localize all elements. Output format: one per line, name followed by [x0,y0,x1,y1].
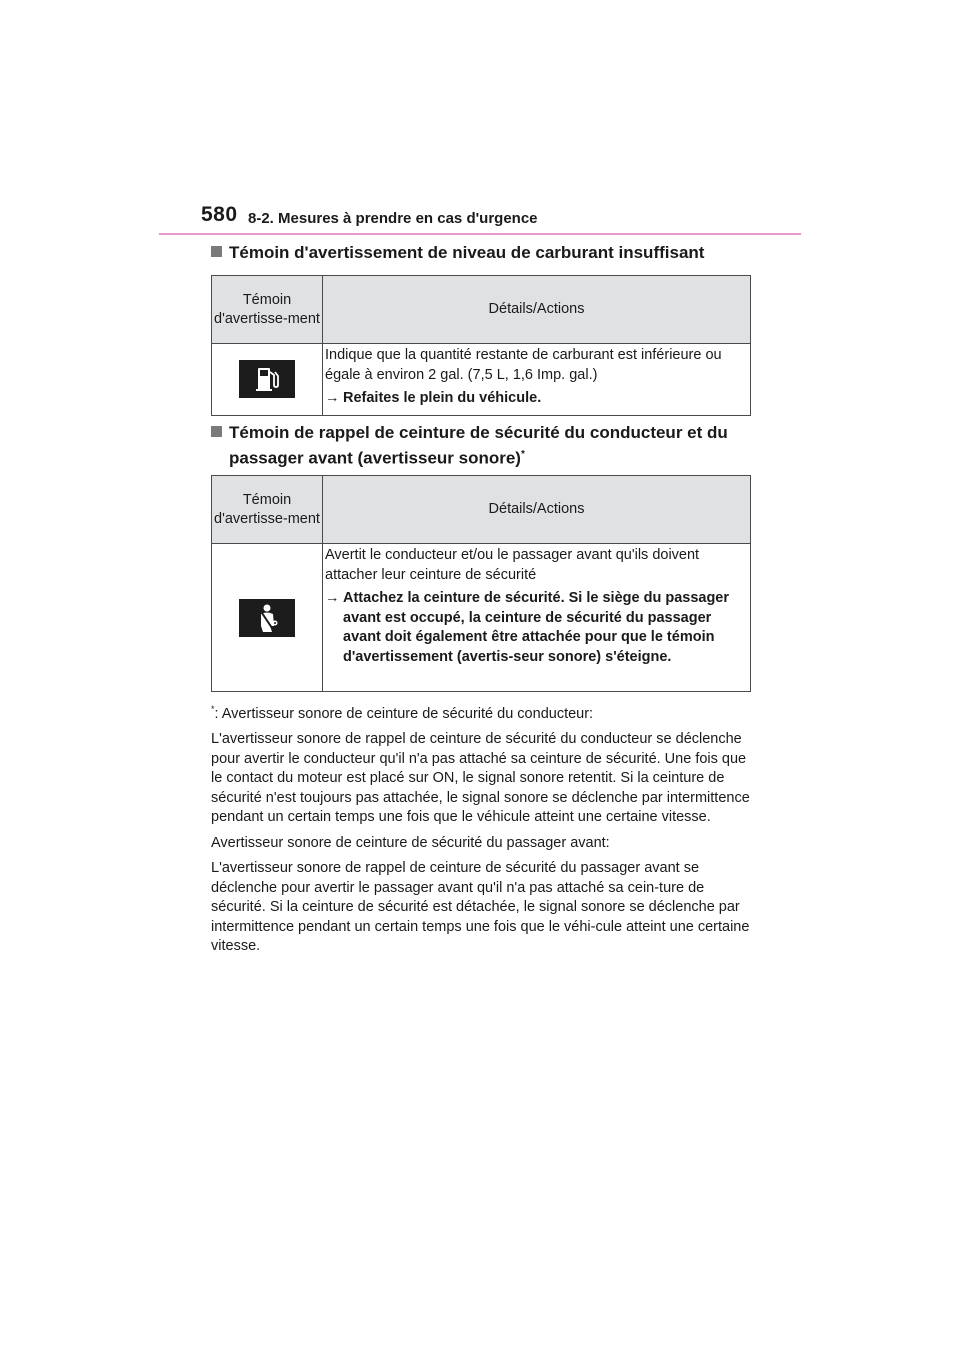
section-title-seatbelt: Témoin de rappel de ceinture de sécurité du conducteur et du passager avant (avertisseur sonore)* [211,422,728,470]
section-title-fuel: Témoin d'avertissement de niveau de carburant insuffisant [211,242,704,264]
footnote-block [211,700,751,957]
footnote-driver-text: L'avertisseur sonore de rappel de ceinture de sécurité du conducteur se déclenche pour avertir le conducteur qu'il n'a pas attaché sa ceinture de sécurité. Une fois que le contact du moteur est placé sur ON, le signal sonore retentit. Si la ceinture de sécurité n'est toujours pas attachée, le signal sonore se déclenche par intermittence pendant un certain temps une fois que le véhicule atteint une certaine vitesse. [211,731,750,826]
detail-text: Indique que la quantité restante de carburant est inférieure ou égale à environ 2 gal. (7,5 L, 1,6 Imp. gal.) [325,347,722,383]
fuel-warning-table [211,275,751,416]
detail-text: Avertit le conducteur et/ou le passager avant qu'ils doivent attacher leur ceinture de sécurité [325,547,700,583]
page-number: 580 [201,203,238,226]
indicator-cell [212,544,323,692]
details-cell [323,344,751,416]
fuel-pump-icon [239,360,295,398]
section-bullet-icon [211,246,222,257]
column-header-details: Détails/Actions [323,276,751,344]
action-item [325,589,747,667]
footnote-passenger-text: L'avertisseur sonore de rappel de ceinture de sécurité du passager avant se déclenche pour avertir le passager avant qu'il n'a pas attaché sa cein-ture de sécurité. Si la ceinture de sécurité est détachée, le signal sonore se déclenche par intermittence pendant un certain temps une fois que le véhi-cule atteint une certaine vitesse. [211,860,750,955]
arrow-icon: → [325,390,340,406]
footnote-mark: * [520,449,525,460]
header-divider [159,233,801,235]
chapter-title: 8-2. Mesures à prendre en cas d'urgence [248,210,538,227]
indicator-cell [212,344,323,416]
column-header-indicator: Témoin d'avertisse-ment [212,276,323,344]
footnote-passenger-label: Avertisseur sonore de ceinture de sécurité du passager avant: [211,834,610,851]
seatbelt-warning-table [211,475,751,692]
arrow-icon: → [325,590,340,606]
action-text: Refaites le plein du véhicule. [343,390,542,406]
action-item [325,389,747,409]
action-text: Attachez la ceinture de sécurité. Si le siège du passager avant est occupé, la ceinture de sécurité du passager avant doit également être attachée pour que le témoin d'avertissement (avertis-seur sonore) s'éteigne. [343,590,730,665]
column-header-details: Détails/Actions [323,476,751,544]
details-cell [323,544,751,692]
section-bullet-icon [211,426,222,437]
column-header-indicator: Témoin d'avertisse-ment [212,476,323,544]
seatbelt-reminder-icon [239,599,295,637]
footnote-driver-label: *: Avertisseur sonore de ceinture de sécurité du conducteur: [211,704,594,722]
